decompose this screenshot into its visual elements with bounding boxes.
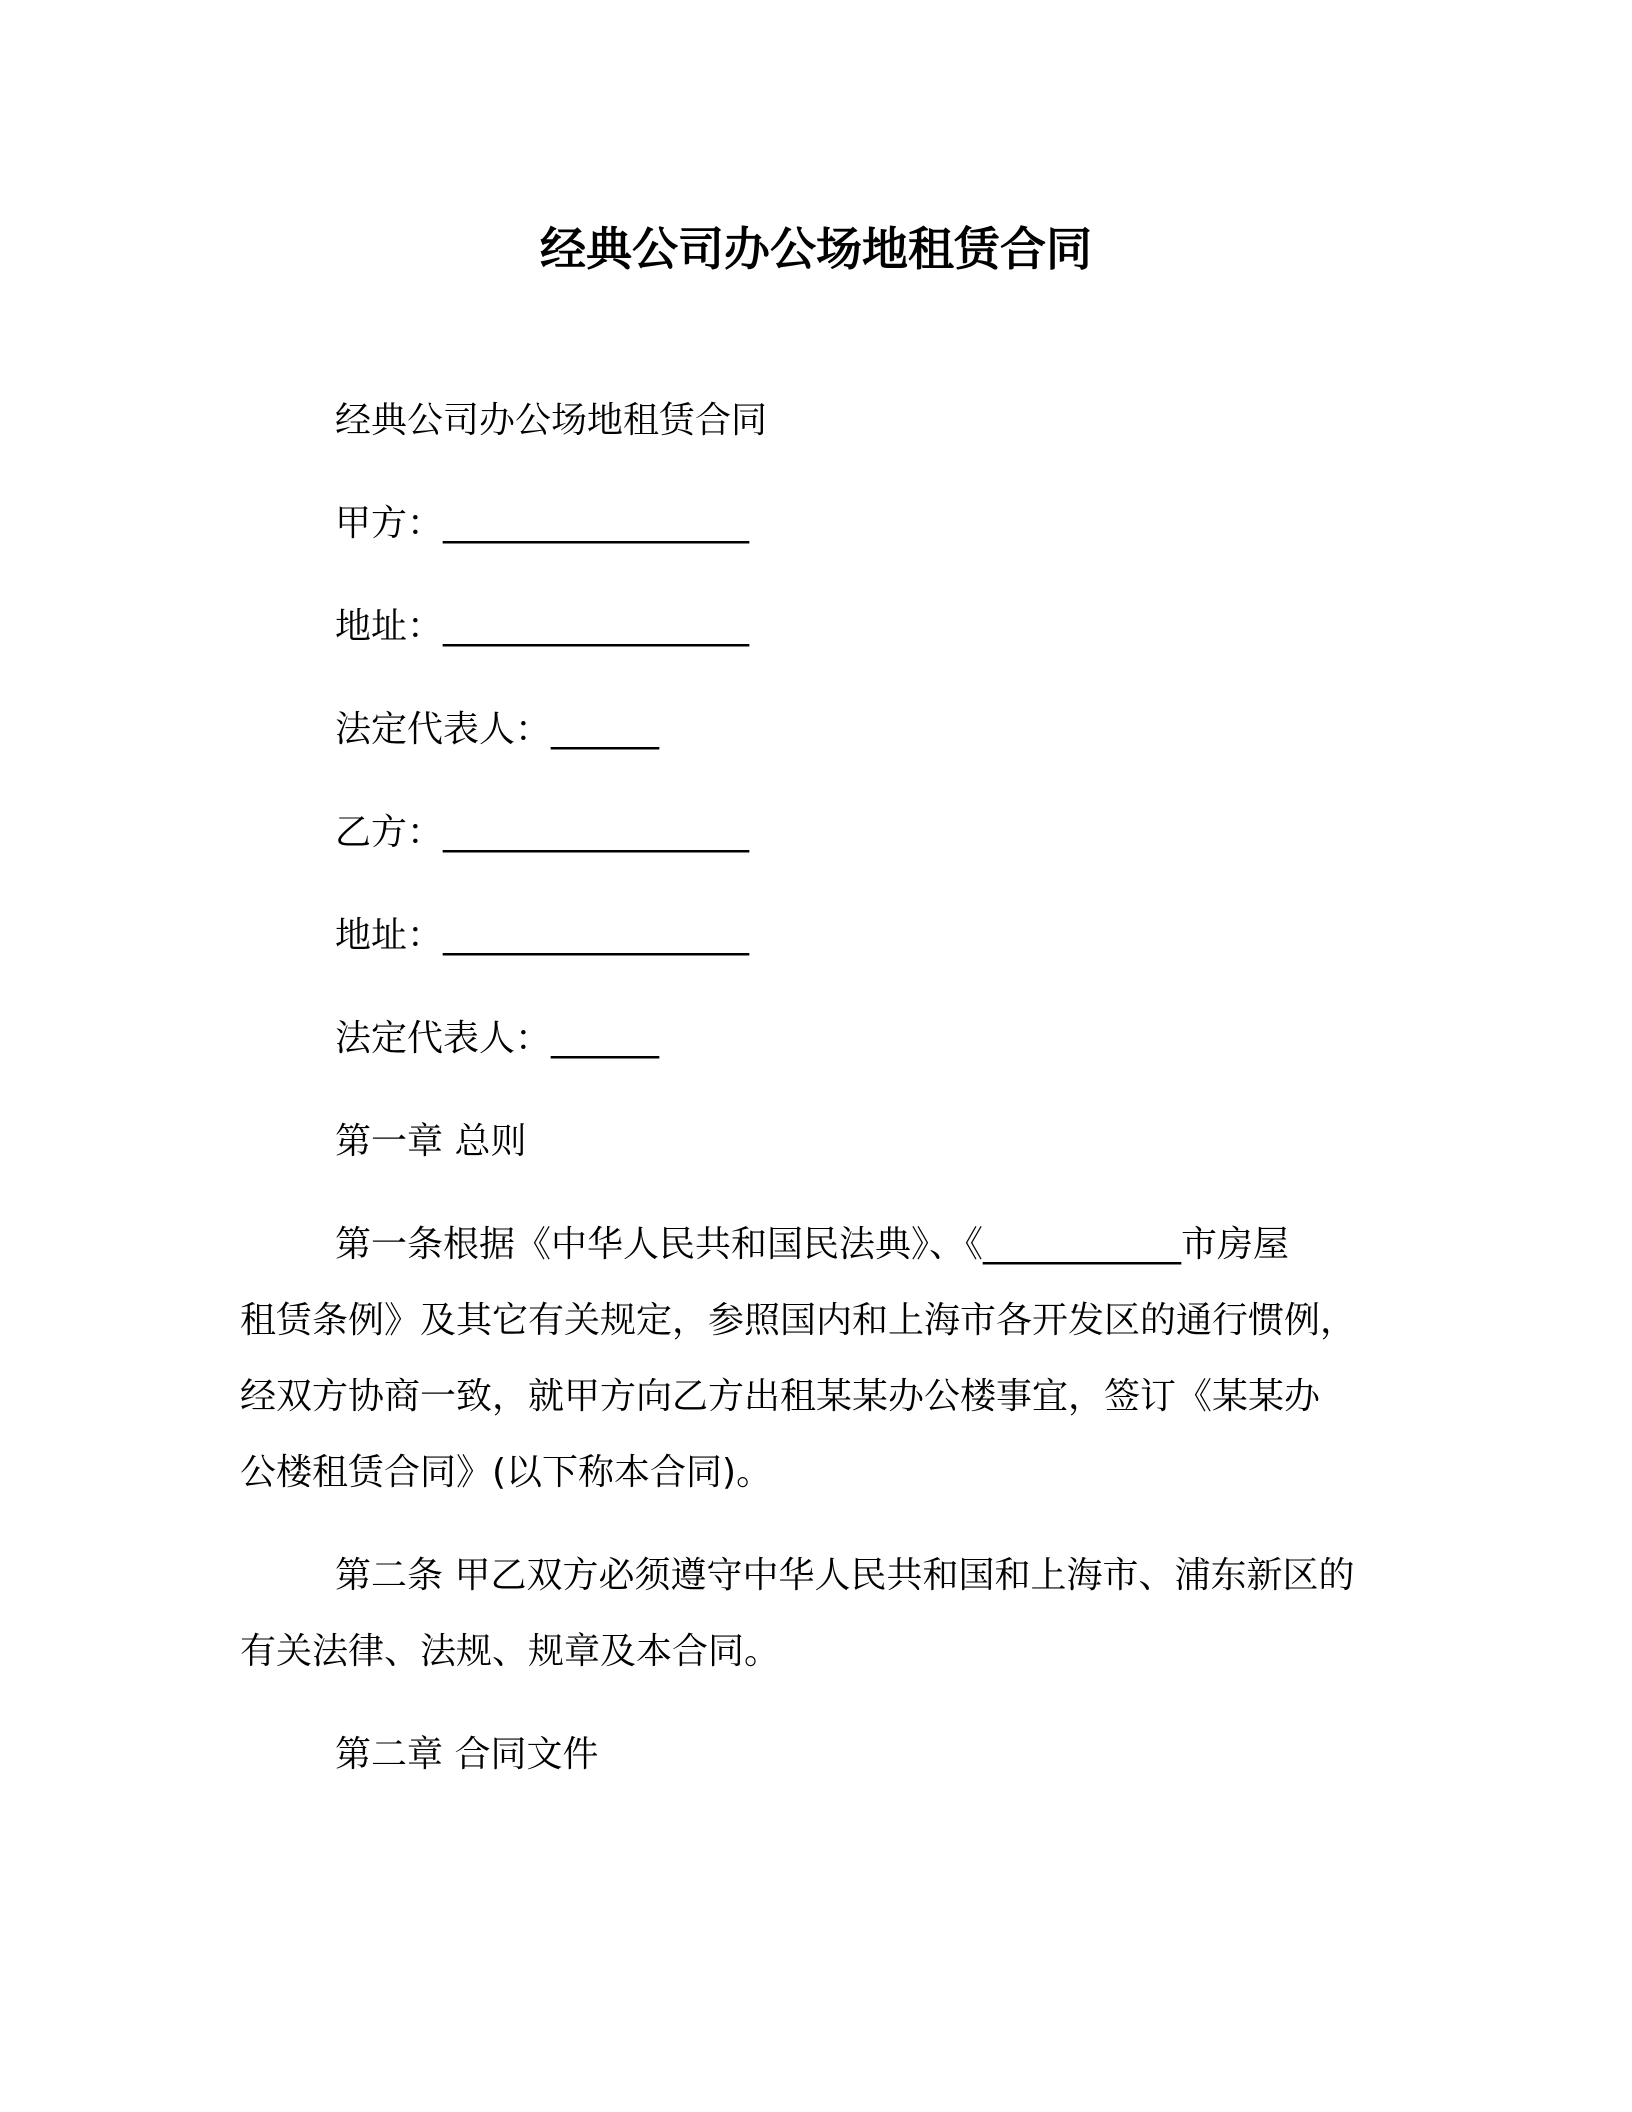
article-1-paragraph <box>240 1207 1440 1511</box>
contract-name-line: 经典公司办公场地租赁合同 <box>335 400 768 441</box>
party-b-representative-paragraph <box>240 1001 1440 1077</box>
article-2-line: 第二条 甲乙双方必须遵守中华人民共和国和上海市、浦东新区的 <box>335 1555 1355 1596</box>
chapter-2-heading: 第二章 合同文件 <box>335 1734 599 1775</box>
chapter-1-heading: 第一章 总则 <box>335 1121 527 1162</box>
document-body <box>240 383 1440 1820</box>
party-a-address-paragraph <box>240 589 1440 665</box>
chapter-1-heading-paragraph <box>240 1104 1440 1180</box>
document-title: 经典公司办公场地租赁合同 <box>540 222 1092 276</box>
article-2-line: 有关法律、法规、规章及本合同。 <box>240 1631 781 1672</box>
article-1-line: 公楼租赁合同》(以下称本合同)。 <box>240 1452 773 1493</box>
party-a-address-field: 地址：_________________ <box>335 606 750 647</box>
article-2-paragraph <box>240 1538 1440 1690</box>
party-b-name-field: 乙方：_________________ <box>335 812 750 853</box>
article-1-line: 经双方协商一致，就甲方向乙方出租某某办公楼事宜，签订《某某办 <box>240 1376 1321 1417</box>
party-a-name-paragraph <box>240 486 1440 562</box>
party-a-name-field: 甲方：_________________ <box>335 503 750 544</box>
party-a-representative-field: 法定代表人：______ <box>335 709 660 750</box>
party-b-address-field: 地址：_________________ <box>335 915 750 956</box>
party-a-representative-paragraph <box>240 692 1440 768</box>
party-b-name-paragraph <box>240 795 1440 871</box>
article-1-line: 第一条根据《中华人民共和国民法典》、《___________市房屋 <box>335 1224 1290 1265</box>
contract-name-paragraph <box>240 383 1440 459</box>
article-1-line: 租赁条例》及其它有关规定，参照国内和上海市各开发区的通行惯例， <box>240 1300 1357 1341</box>
chapter-2-heading-paragraph <box>240 1717 1440 1793</box>
party-b-representative-field: 法定代表人：______ <box>335 1018 660 1059</box>
party-b-address-paragraph <box>240 898 1440 974</box>
